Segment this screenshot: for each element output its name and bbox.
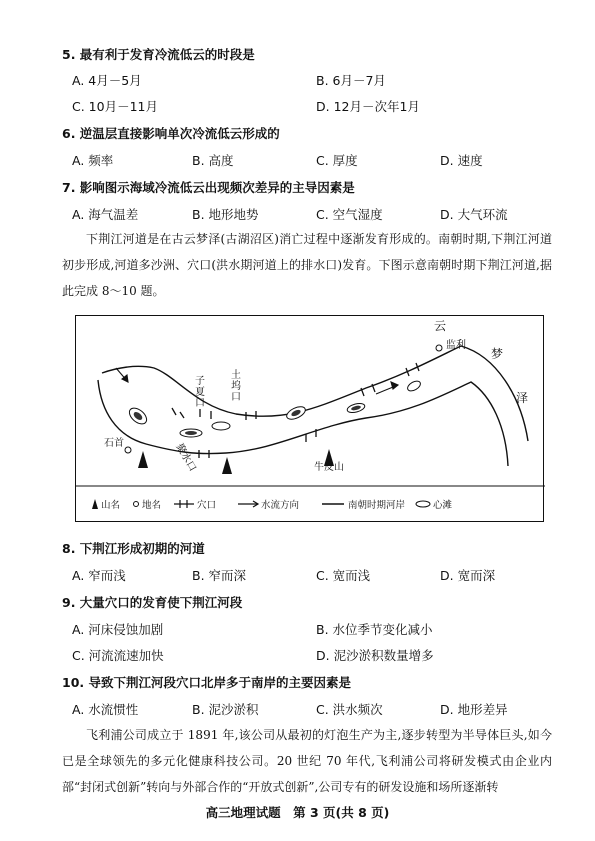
- legend-flow-icon: [238, 501, 258, 507]
- shoal: [212, 422, 230, 430]
- legend-mountain: 山名: [101, 500, 121, 511]
- legend-shoal: 心滩: [433, 500, 453, 511]
- q6-option-d[interactable]: D. 速度: [440, 153, 483, 168]
- q5-option-b[interactable]: B. 6月－7月: [316, 73, 386, 88]
- legend-place: 地名: [142, 500, 162, 511]
- question-7-stem: 7. 影响图示海域冷流低云出现频次差异的主导因素是: [62, 180, 355, 195]
- legend-place-icon: [134, 502, 139, 507]
- q10-option-a[interactable]: A. 水流惯性: [72, 702, 139, 717]
- place-icon: [436, 345, 442, 351]
- q8-option-d[interactable]: D. 宽而深: [440, 568, 496, 583]
- river-south-bank: [98, 380, 508, 466]
- question-9-stem: 9. 大量穴口的发育使下荆江河段: [62, 595, 243, 610]
- label-zixiakou: 子夏口: [195, 376, 205, 409]
- q9-option-d[interactable]: D. 泥沙淤积数量增多: [316, 648, 434, 663]
- passage-jingjiang-text: 下荆江河道是在古云梦泽(古湖沼区)消亡过程中逐渐发育形成的。南朝时期,下荆江河道初步形成,河道多沙洲、穴口(洪水期河道上的排水口)发育。下图示意南朝时期下荆江河道,据此完成 8～10 题。: [62, 232, 552, 298]
- q7-option-a[interactable]: A. 海气温差: [72, 207, 139, 222]
- q10-option-c[interactable]: C. 洪水频次: [316, 702, 383, 717]
- q7-option-b[interactable]: B. 地形地势: [192, 207, 259, 222]
- shoal: [406, 379, 422, 393]
- q8-option-b[interactable]: B. 窄而深: [192, 568, 247, 583]
- label-ze: 泽: [516, 391, 529, 405]
- jiushuikou-text: 聚水口: [173, 442, 198, 474]
- label-niupishan: 牛皮山: [314, 462, 344, 473]
- passage-jingjiang: [62, 226, 552, 304]
- label-tuwukou: 土坞口: [231, 370, 241, 403]
- shoals: [126, 379, 422, 437]
- q6-option-c[interactable]: C. 厚度: [316, 153, 358, 168]
- mountain-icon: [222, 457, 232, 474]
- shoal-hatching: [132, 405, 361, 435]
- question-10-stem: 10. 导致下荆江河段穴口北岸多于南岸的主要因素是: [62, 675, 351, 690]
- q10-option-d[interactable]: D. 地形差异: [440, 702, 508, 717]
- q9-option-c[interactable]: C. 河流流速加快: [72, 648, 164, 663]
- legend-flow: 水流方向: [261, 500, 300, 511]
- q8-option-c[interactable]: C. 宽而浅: [316, 568, 371, 583]
- question-8-stem: 8. 下荆江形成初期的河道: [62, 541, 205, 556]
- legend: [92, 499, 453, 511]
- q10-option-b[interactable]: B. 泥沙淤积: [192, 702, 259, 717]
- legend-bank: 南朝时期河岸: [348, 500, 406, 511]
- q9-option-b[interactable]: B. 水位季节变化减小: [316, 622, 433, 637]
- q5-option-a[interactable]: A. 4月－5月: [72, 73, 142, 88]
- label-yun: 云: [434, 319, 447, 333]
- question-6-stem: 6. 逆温层直接影响单次冷流低云形成的: [62, 126, 280, 141]
- legend-outlet: 穴口: [197, 500, 217, 511]
- passage-philips: [62, 722, 552, 800]
- q7-option-c[interactable]: C. 空气湿度: [316, 207, 383, 222]
- label-meng: 梦: [491, 347, 504, 361]
- jingjiang-map: [75, 315, 544, 522]
- legend-outlet-icon: [174, 500, 194, 508]
- q6-option-a[interactable]: A. 频率: [72, 153, 114, 168]
- mountain-icon: [138, 451, 148, 468]
- question-5-stem: 5. 最有利于发育冷流低云的时段是: [62, 47, 255, 62]
- q5-option-c[interactable]: C. 10月－11月: [72, 99, 158, 114]
- q9-option-a[interactable]: A. 河床侵蚀加剧: [72, 622, 164, 637]
- label-jiushuikou: [173, 441, 199, 473]
- outlet-tick: [180, 412, 184, 418]
- q5-option-d[interactable]: D. 12月－次年1月: [316, 99, 420, 114]
- q6-option-b[interactable]: B. 高度: [192, 153, 234, 168]
- page-footer: 高三地理试题 第 3 页(共 8 页): [205, 805, 390, 820]
- q8-option-a[interactable]: A. 窄而浅: [72, 568, 126, 583]
- label-shishou: 石首: [104, 438, 124, 449]
- outlet-tick: [172, 408, 176, 415]
- label-jianli: 监利: [446, 340, 466, 351]
- map-drawing: [76, 316, 545, 523]
- passage-philips-text: 飞利浦公司成立于 1891 年,该公司从最初的灯泡生产为主,逐步转型为半导体巨头,如今已是全球领先的多元化健康科技公司。20 世纪 70 年代,飞利浦公司将研发模式由企业内部“封闭式创新”转向与外部合作的“开放式创新”,公司专有的研发设施和场所逐渐转: [62, 728, 552, 794]
- q7-option-d[interactable]: D. 大气环流: [440, 207, 508, 222]
- places: [125, 345, 442, 453]
- place-icon: [125, 447, 131, 453]
- legend-mountain-icon: [92, 499, 98, 509]
- river-north-bank: [102, 346, 461, 416]
- legend-shoal-icon: [416, 501, 430, 507]
